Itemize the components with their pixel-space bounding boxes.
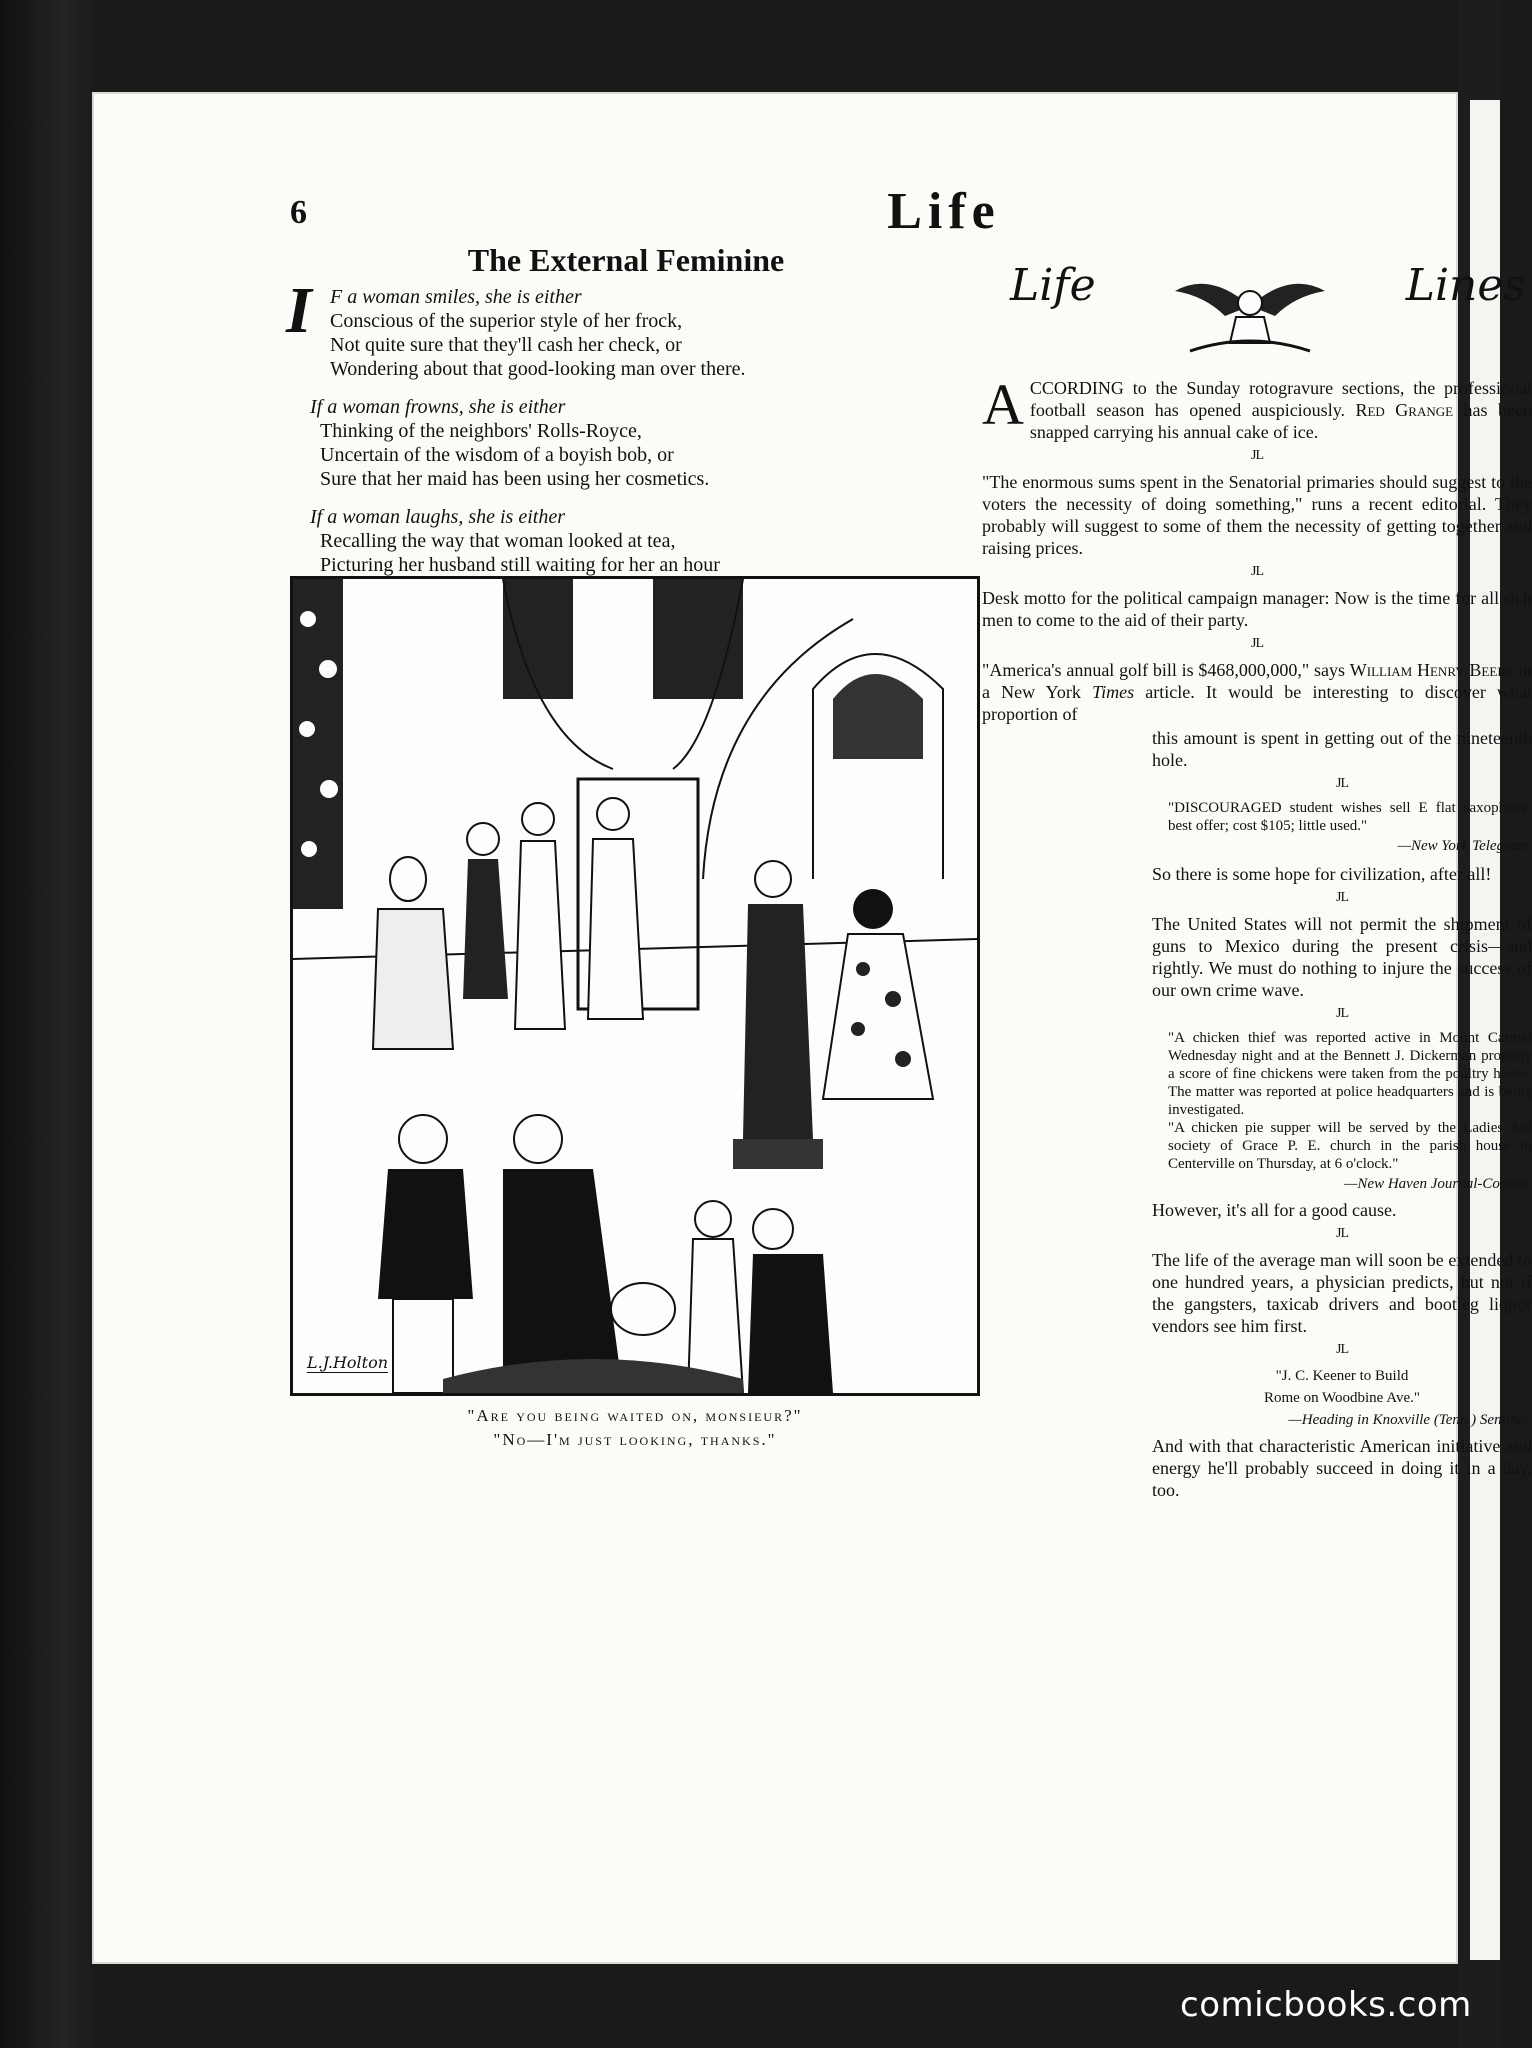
poem-stanza-1 [286, 274, 966, 381]
poem-line: Uncertain of the wisdom of a boyish bob, or [320, 444, 674, 466]
poem-line: Thinking of the neighbors' Rolls-Royce, [320, 420, 642, 442]
life-line-item [982, 659, 1532, 725]
scan-left-edge [0, 0, 92, 2048]
stanza-intro: If a woman laughs, she is either [310, 506, 565, 528]
life-line-item: "The enormous sums spent in the Senatorial primaries should suggest to the voters the necessity of doing something," runs a recent editorial. They probably will suggest to some of them the necessity of getting together and raising prices. [982, 472, 1532, 558]
caption-line: "Are you being waited on, monsieur?" [467, 1406, 803, 1425]
page-number: 6 [290, 194, 307, 231]
cartoon-drawing [293, 579, 977, 1393]
item-comment: So there is some hope for civilization, after all! [1152, 864, 1492, 884]
separator-mark: JL [1336, 1342, 1348, 1357]
poem-line: Wondering about that good-looking man over there. [330, 358, 746, 380]
stanza-intro: If a woman frowns, she is either [310, 396, 566, 418]
heading-word-lines: Lines [1405, 260, 1526, 311]
cartoon-caption [290, 1404, 980, 1452]
magazine-page [92, 92, 1532, 1964]
life-line-item [982, 372, 1532, 443]
cartoon-illustration [290, 576, 980, 1396]
site-watermark: comicbooks.com [1180, 1985, 1472, 2025]
item-quote: "A chicken thief was reported active in Mount Carmel Wednesday night and at the Bennett J. Dickerman property a score of fine chickens were taken from the poultry house. The matter was reported at police headquarters and is being investigated. [1168, 1030, 1532, 1118]
item-text: has been snapped carrying his annual cake of ice. [1029, 400, 1532, 442]
item-source: —New York Telegram. [1397, 838, 1532, 854]
poem-line: Picturing her husband still waiting for her an hour [320, 554, 720, 576]
heading-word-life: Life [1010, 260, 1096, 311]
separator-mark: JL [1251, 636, 1263, 651]
item-publication: Times [1092, 682, 1135, 702]
masthead: Life [887, 183, 1001, 240]
caption-line: "No—I'm just looking, thanks." [493, 1430, 777, 1449]
item-text: article. It would be interesting to discover what proportion of [982, 682, 1532, 724]
life-lines-heading [982, 259, 1532, 371]
drop-cap: I [286, 274, 312, 347]
artist-signature: L.J.Holton [307, 1353, 389, 1372]
life-line-item: The life of the average man will soon be extended to one hundred years, a physician predicts, but not if the gangsters, taxicab drivers and bootleg liquor vendors see him first. [1152, 1250, 1532, 1336]
separator-mark: JL [1336, 890, 1348, 905]
item-source: —Heading in Knoxville (Tenn.) Sentinel. [1288, 1412, 1532, 1428]
life-line-item-continued [1152, 727, 1532, 1501]
poem-line: Conscious of the superior style of her frock, [330, 310, 683, 332]
poem-stanza-2 [286, 395, 966, 491]
item-comment: However, it's all for a good cause. [1152, 1200, 1397, 1220]
item-text: CCORDING to the Sunday rotogravure sections, the professional football season has opened auspiciously. [1029, 378, 1532, 420]
life-line-item: Desk motto for the political campaign manager: Now is the time for all rich men to come to the aid of their party. [982, 588, 1532, 630]
life-line-item: The United States will not permit the shipment of guns to Mexico during the present crisis—and rightly. We must do nothing to injure the success of our own crime wave. [1152, 914, 1532, 1000]
separator-mark: JL [1336, 776, 1348, 791]
separator-mark: JL [1251, 564, 1263, 579]
life-lines-column [982, 259, 1532, 1503]
item-quote: "J. C. Keener to Build [1275, 1368, 1409, 1384]
item-text: "America's annual golf bill is $468,000,000," says [982, 660, 1350, 680]
cherub-ornament-icon [1170, 261, 1330, 361]
item-name: Red Grange [1355, 400, 1454, 420]
drop-cap: A [982, 372, 1024, 437]
poem-line: Recalling the way that woman looked at tea, [320, 530, 676, 552]
item-text: this amount is spent in getting out of the nineteenth hole. [1152, 728, 1532, 770]
item-name: William Henry Beers [1349, 660, 1514, 680]
item-quote: Rome on Woodbine Ave." [1263, 1390, 1420, 1406]
separator-mark: JL [1336, 1226, 1348, 1241]
poem-line: Not quite sure that they'll cash her check, or [330, 334, 682, 356]
item-quote: "DISCOURAGED student wishes sell E flat saxophone; best offer; cost $105; little used." [1168, 800, 1532, 834]
item-source: —New Haven Journal-Courier. [1344, 1176, 1532, 1192]
item-comment: And with that characteristic American initiative and energy he'll probably succeed in doing it in a day, too. [1152, 1436, 1532, 1500]
separator-mark: JL [1251, 448, 1263, 463]
poem-title: The External Feminine [467, 242, 785, 278]
item-text: in a New York [982, 660, 1532, 702]
item-quote: "A chicken pie supper will be served by the Ladies Aid society of Grace P. E. church in the parish house in Centerville on Thursday, at 6 o'clock." [1168, 1120, 1532, 1172]
separator-mark: JL [1336, 1006, 1348, 1021]
stanza-intro: F a woman smiles, she is either [330, 286, 582, 308]
poem-line: Sure that her maid has been using her cosmetics. [320, 468, 710, 490]
